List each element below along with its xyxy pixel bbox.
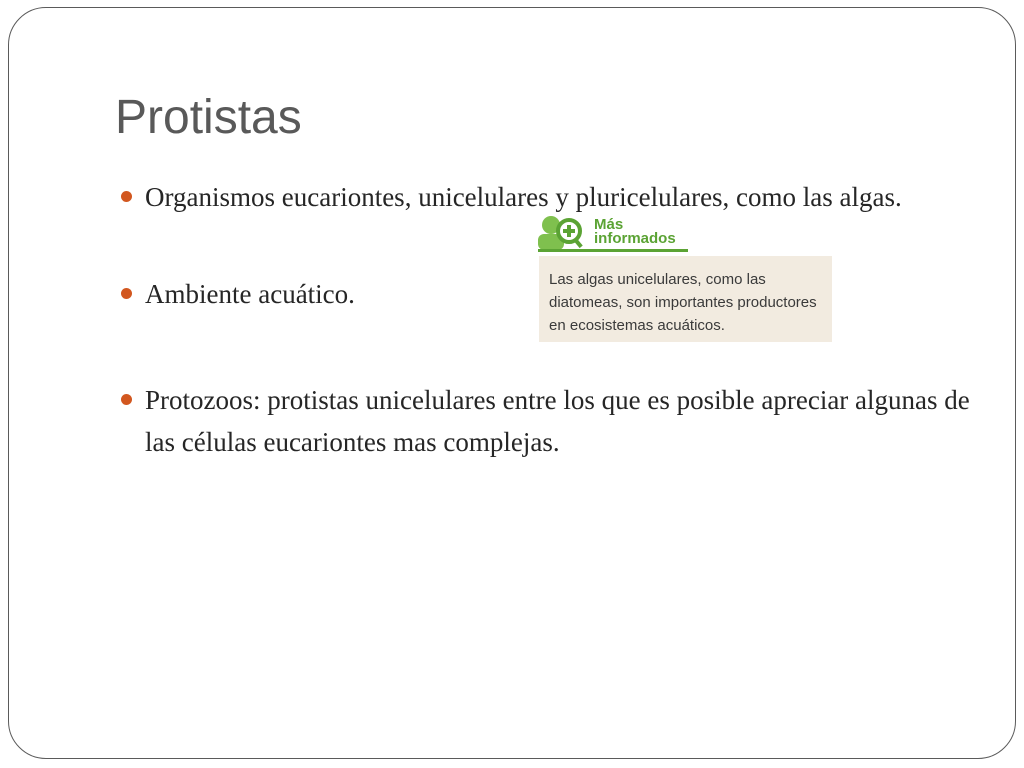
info-title-line2: informados: [594, 230, 676, 247]
bullet-text: Protozoos: protistas unicelulares entre los que es posible apreciar algunas de las células eucariontes mas complejas.: [145, 385, 970, 457]
info-box: [538, 212, 832, 342]
info-body-line: en ecosistemas acuáticos.: [549, 317, 725, 334]
info-title-line1: Más: [594, 216, 624, 233]
bullet-text: Organismos eucariontes, unicelulares y pluricelulares, como las algas.: [145, 182, 902, 212]
bullet-text: Ambiente acuático.: [145, 279, 355, 309]
people-plus-icon: [538, 212, 588, 252]
slide-frame: [8, 7, 1016, 759]
info-box-header: [538, 212, 832, 254]
info-box-underline: [538, 249, 688, 252]
info-box-title: [594, 218, 676, 246]
info-body-line: Las algas unicelulares, como las: [549, 271, 766, 288]
slide-title: Protistas: [115, 91, 302, 144]
bullet-dot-icon: [121, 288, 132, 299]
info-body-line: diatomeas, son importantes productores: [549, 294, 817, 311]
bullet-dot-icon: [121, 394, 132, 405]
bullet-dot-icon: [121, 191, 132, 202]
bullet-item-protozoos: [121, 379, 981, 463]
info-box-body: [539, 256, 832, 342]
